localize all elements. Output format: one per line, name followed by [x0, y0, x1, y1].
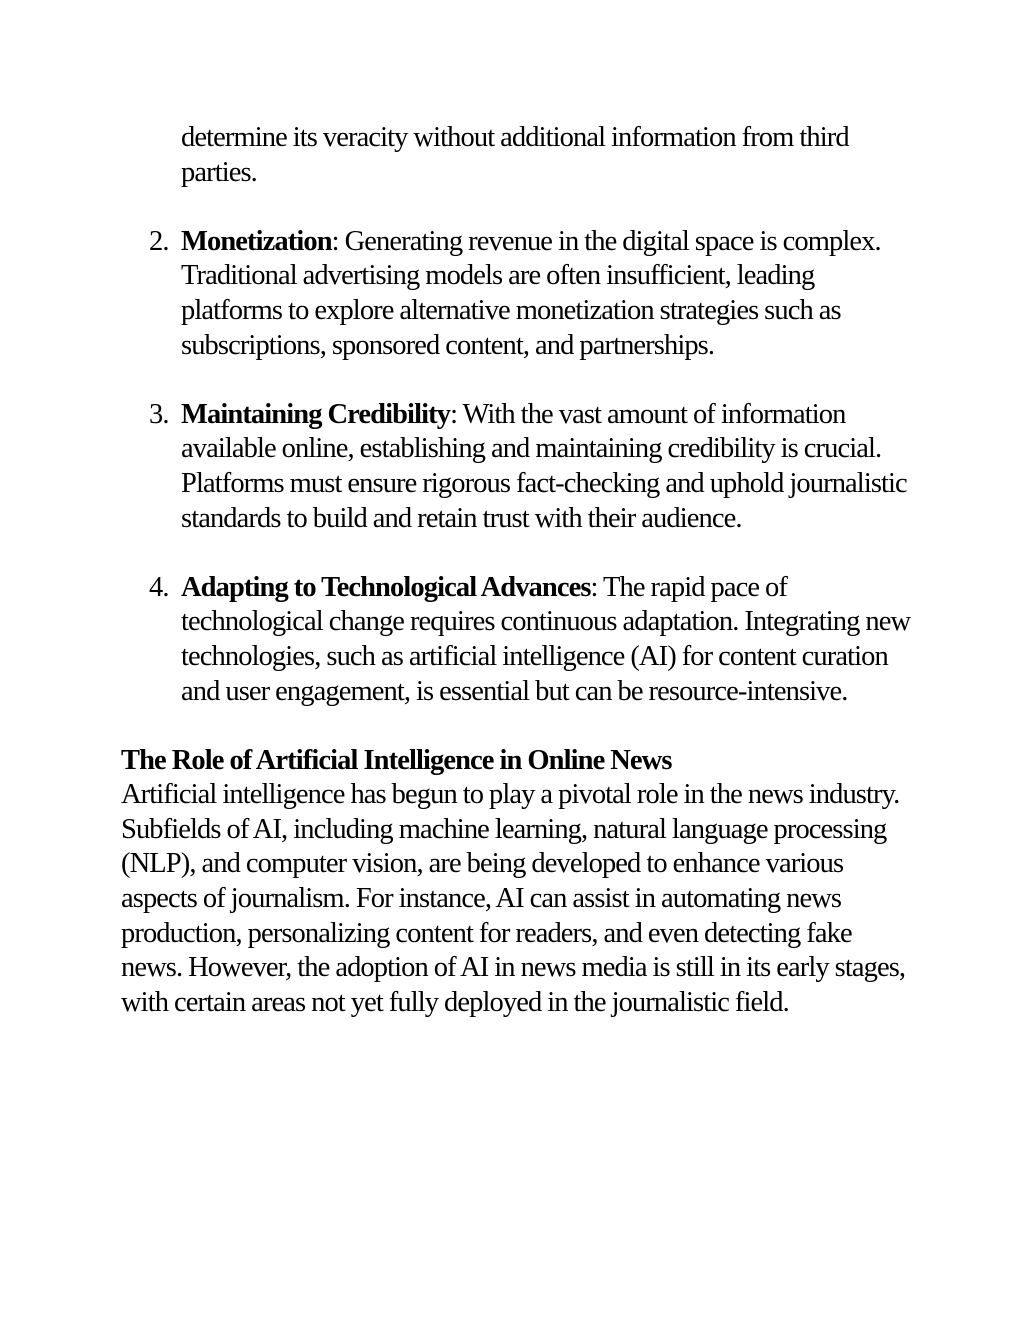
list-item-number: 2.	[149, 225, 169, 257]
list-item-separator: :	[331, 225, 339, 257]
challenges-list	[121, 225, 914, 709]
list-item-term: Monetization	[181, 225, 332, 257]
list-item-separator: :	[450, 398, 458, 430]
continuation-paragraph: determine its veracity without additional information from third parties.	[181, 122, 849, 188]
list-item-number: 3.	[149, 398, 169, 430]
list-item-term: Maintaining Credibility	[181, 398, 451, 430]
list-item	[121, 571, 914, 709]
list-item-separator: :	[590, 571, 598, 603]
list-item-text: With the vast amount of information available online, establishing and maintaining credibility is crucial. Platforms must ensure rigorous fact-checking and uphold journalistic standards to build and retain trust with their audience.	[181, 398, 907, 534]
list-item-text: Generating revenue in the digital space is complex. Traditional advertising models are often insufficient, leading platforms to explore alternative monetization strategies such as subscriptions, sponsored content, and partnerships.	[181, 225, 881, 361]
list-item-number: 4.	[149, 571, 169, 603]
list-item-term: Adapting to Technological Advances	[181, 571, 591, 603]
section-heading: The Role of Artificial Intelligence in Online News	[121, 744, 672, 776]
section-paragraph: Artificial intelligence has begun to play a pivotal role in the news industry. Subfields of AI, including machine learning, natural language processing (NLP), and computer vision, are being developed to enhance various aspects of journalism. For instance, AI can assist in automating news production, personalizing content for readers, and even detecting fake news. However, the adoption of AI in news media is still in its early stages, with certain areas not yet fully deployed in the journalistic field.	[121, 779, 906, 1018]
list-item	[121, 225, 914, 363]
list-item-text: The rapid pace of technological change requires continuous adaptation. Integrating new technologies, such as artificial intelligence (AI) for content curation and user engagement, is essential but can be resource-intensive.	[181, 571, 911, 707]
list-item	[121, 398, 914, 536]
